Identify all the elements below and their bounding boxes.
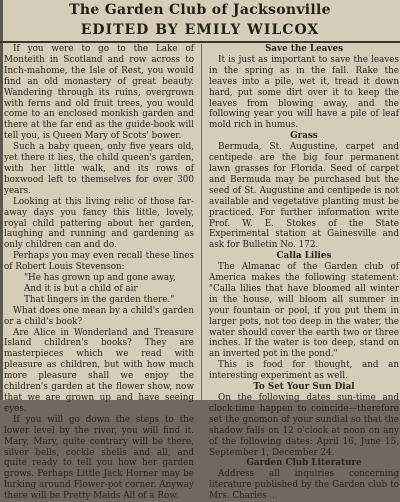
paragraph: What does one mean by a child's garden or a child's book? bbox=[4, 305, 194, 327]
paragraph: The Almanac of the Garden club of America makes the following statement: "Calla lilies that have bloomed all winter in the house, will bloom all summer in your fountain or pool, if you put them in larger pots, not too deep in the water, the water should cover the earth two or three inches. If the water is too deep, stand on an inverted pot in the pond." bbox=[209, 262, 399, 360]
column-title: The Garden Club of Jacksonville bbox=[69, 2, 331, 18]
column-header bbox=[0, 0, 400, 40]
clipping-shadow-edge bbox=[0, 0, 3, 400]
paragraph: Bermuda, St. Augustine, carpet and centipede are the big four permanent lawn grasses for Florida. Seed of carpet and Bermuda may be purchased but the seed of St. Augustine and centipede is not available and vegetative planting must be practiced. For further information write Prof. W. E. Stokes of the State Experimental station at Gainesville and ask for Bulletin No. 172. bbox=[209, 142, 399, 251]
paragraph: On the following dates sun-time and clock-time happen to coincide—therefore set the gnomon of your sundial so that the shadow falls on 12 o'clock at noon on any of the following dates: April 16, June 15, September 1, December 24. bbox=[209, 393, 399, 458]
section-heading: To Set Your Sun Dial bbox=[253, 382, 355, 393]
right-column bbox=[209, 44, 399, 502]
verse-line: That lingers in the garden there." bbox=[24, 294, 175, 305]
left-column bbox=[4, 44, 194, 502]
paragraph: It is just as important to save the leaves in the spring as in the fall. Rake the leaves into a pile, wet it, tread it down hard, put some dirt over it to keep the leaves from blowing away, and the following year you will have a pile of leaf mold rich in humus. bbox=[209, 54, 399, 131]
column-byline: EDITED BY EMILY WILCOX bbox=[80, 22, 320, 38]
column-divider bbox=[201, 44, 202, 400]
section-heading: Calla Lilies bbox=[276, 251, 332, 262]
section-heading: Garden Club Literature bbox=[246, 458, 362, 469]
paragraph: Address all inquiries concerning literature published by the Garden club to Mrs. Charles ... bbox=[209, 469, 399, 502]
section-heading: Grass bbox=[290, 131, 318, 142]
paragraph: Looking at this living relic of those far-away days you fancy this little, lovely, royal child pattering about her garden, laughing and running and gardening as only children can and do. bbox=[4, 196, 194, 251]
paragraph: Such a baby queen, only five years old, yet there it lies, the child queen's garden, with her little walk, and its rows of boxwood left to themselves for over 300 years. bbox=[4, 142, 194, 196]
verse-line: "He has grown up and gone away, bbox=[24, 273, 176, 284]
paragraph: Are Alice in Wonderland and Treasure Island children's books? They are masterpieces which we read with pleasure as children, but with how much more pleasure shall we enjoy the children's garden at the flower show, now that we are grown up and have seeing eyes. bbox=[4, 327, 194, 414]
header-rule bbox=[0, 41, 400, 43]
paragraph: Perhaps you may even recall these lines of Robert Louis Stevenson: bbox=[4, 251, 194, 273]
paragraph: If you were to go to the Lake of Monteith in Scotland and row across to Inch-mahome, the Isle of Rest, you would find an old monastery of great beauty. Wandering through its ruins, overgrown with ferns and old fruit trees, you would come to an enclosed monkish garden and there at the far end as the guide-book will tell you, is Queen Mary of Scots' bower. bbox=[4, 44, 194, 142]
verse-line: And it is but a child of air bbox=[24, 283, 138, 294]
section-heading: Save the Leaves bbox=[264, 44, 344, 54]
paragraph: If you will go down the steps to the lower level by the river, you will find it. Mary, Mary, quite contrary will be there, silver bells, cockle shells and all, and quite ready to tell you how her garden grows. Perhaps Little Jack Horner may be lurking around Flower-pot corner. Anyway there will be Pretty Maids All of a Row. bbox=[4, 414, 194, 502]
paragraph: This is food for thought, and an interesting experiment as well. bbox=[209, 360, 399, 382]
